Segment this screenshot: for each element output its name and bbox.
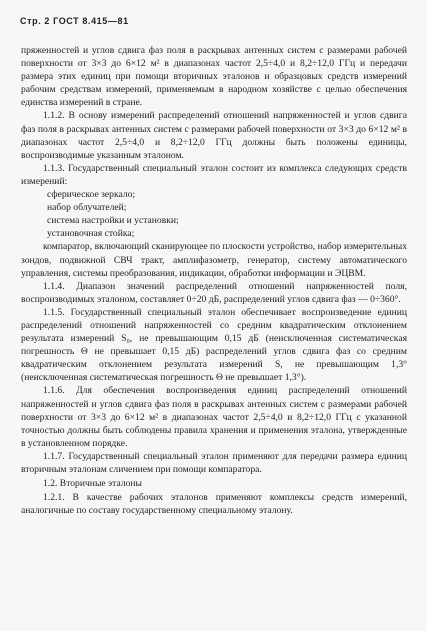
paragraph-1-1-3: 1.1.3. Государственный специальный эталон состоит из комплекса следующих средств измерений:	[21, 162, 407, 187]
section-heading-1-2: 1.2. Вторичные эталоны	[43, 478, 142, 490]
list-item-feeds: набор облучателей;	[47, 202, 127, 214]
paragraph-1-1-5: 1.1.5. Государственный специальный эталон обеспечивает воспроизведение единиц распределений отношений напряженностей со средним квадратическим отклонением результата измерений S₀, не превышающим 0,15 дБ (неисключенная систематическая погрешность Θ не превышает 0,15 дБ) распределений углов сдвига фаз со средним квадратическим отклонением результата измерений S, не превышающим 1,3° (неисключенная систематическая погрешность Θ не превышает 1,3°).	[21, 306, 407, 384]
list-item-mirror: сферическое зеркало;	[47, 189, 136, 201]
paragraph-1-1-4: 1.1.4. Диапазон значений распределений отношений напряженностей поля, воспроизводимых эталоном, составляет 0÷20 дБ, распределений углов сдвига фаз — 0÷360°.	[21, 280, 407, 305]
paragraph-1-1-6: 1.1.6. Для обеспечения воспроизведения единиц распределений отношений напряженностей и углов сдвига фаз поля в раскрывах антенных систем с размерами рабочей поверхности от 3×3 до 6×12 м² в диапазонах частот 2,5÷4,0 и 8,2÷12,0 ГГц с указанной точностью должны быть соблюдены правила хранения и применения эталона, утвержденные в установленном порядке.	[21, 385, 407, 449]
paragraph-1-1-7: 1.1.7. Государственный специальный эталон применяют для передачи размера единиц вторичным эталонам сличением при помощи компаратора.	[21, 450, 407, 475]
document-body	[21, 44, 407, 517]
paragraph-1-2-1: 1.2.1. В качестве рабочих эталонов применяют комплексы средств измерений, аналогичные по составу государственному специальному эталону.	[21, 492, 407, 517]
paragraph-1-1-2: 1.1.2. В основу измерений распределений отношений напряженностей и углов сдвига фаз поля в раскрывах антенных систем с размерами рабочей поверхности от 3×3 до 6×12 м² в диапазонах частот 2,5÷4,0 и 8,2÷12,0 ГГц должны быть положены единицы, воспроизводимые указанным эталоном.	[21, 110, 407, 161]
page-header: Стр. 2 ГОСТ 8.415—81	[20, 16, 129, 26]
list-item-tuning-system: система настройки и установки;	[47, 215, 179, 227]
list-item-comparator: компаратор, включающий сканирующее по плоскости устройство, набор измерительных зондов, подвижной СВЧ тракт, амплифазометр, генератор, систему автоматического управления, системы преобразования, индикации, обработки информации и ЭЦВМ.	[21, 241, 407, 279]
list-item-stand: установочная стойка;	[47, 228, 135, 240]
paragraph-continuation: пряженностей и углов сдвига фаз поля в раскрывах антенных систем с размерами рабочей поверхности от 3×3 до 6×12 м² в диапазонах частот 2,5÷4,0 и 8,2÷12,0 ГГц и передачи размера этих единиц при помощи вторичных эталонов и образцовых средств измерений рабочим средствам измерений, применяемым в народном хозяйстве с целью обеспечения единства измерений в стране.	[21, 45, 407, 109]
